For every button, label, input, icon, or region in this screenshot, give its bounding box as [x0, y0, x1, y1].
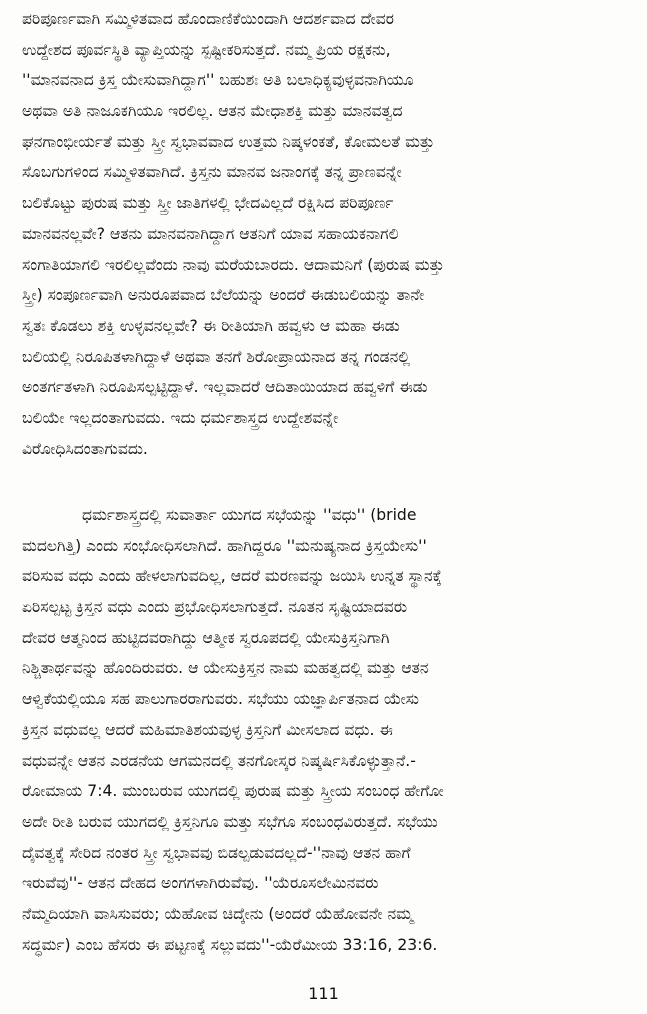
- paragraph-2: [22, 500, 620, 960]
- text-line: ಇರುವೆವು''- ಆತನ ದೇಹದ ಅಂಗಗಳಾಗಿರುವೆವು. ''ಯೆರೂಸಲೇಮಿನವರು: [22, 874, 379, 893]
- text-line: ದೈವತ್ವಕ್ಕೆ ಸೇರಿದ ನಂತರ ಸ್ತ್ರೀ ಸ್ವಭಾವವು ಬಿಡಲ್ಪಡುವದಲ್ಲದೆ-''ನಾವು ಆತನ ಹಾಗೆ: [22, 843, 411, 862]
- text-line: ಸಂಗಾತಿಯಾಗಲಿ ಇರಲಿಲ್ಲವೆಂದು ನಾವು ಮರೆಯಬಾರದು. ಆದಾಮನಿಗೆ (ಪುರುಷ ಮತ್ತು: [22, 255, 445, 274]
- text-line: ಅದೇ ರೀತಿ ಬರುವ ಯುಗದಲ್ಲಿ ಕ್ರಿಸ್ತನಿಗೂ ಮತ್ತು ಸಭೆಗೂ ಸಂಬಂಧವಿರುತ್ತದೆ. ಸಭೆಯು: [22, 812, 438, 831]
- text-line: ನೆಮ್ಮದಿಯಾಗಿ ವಾಸಿಸುವರು; ಯೆಹೋವ ಚಿದ್ಕೇನು (ಅಂದರೆ ಯೆಹೋವನೇ ನಮ್ಮ: [22, 904, 414, 923]
- paragraph-1: [22, 4, 620, 464]
- text-line: ಸದ್ಧರ್ಮ) ಎಂಬ ಹೆಸರು ಈ ಪಟ್ಟಣಕ್ಕೆ ಸಲ್ಲುವದು''-ಯೆರೆಮೀಯ 33:16, 23:6.: [22, 935, 438, 954]
- text-line: ವರಿಸುವ ವಧು ಎಂದು ಹೇಳಲಾಗುವದಿಲ್ಲ, ಆದರೆ ಮರಣವನ್ನು ಜಯಿಸಿ ಉನ್ನತ ಸ್ಥಾನಕ್ಕೆ: [22, 567, 442, 586]
- text-line: ದೇವರ ಆತ್ಮನಿಂದ ಹುಟ್ಟಿದವರಾಗಿದ್ದು ಆತ್ಮೀಕ ಸ್ವರೂಪದಲ್ಲಿ ಯೇಸುಕ್ರಿಸ್ತನಿಗಾಗಿ: [22, 628, 390, 647]
- text-line: ಸ್ವತಃ ಕೊಡಲು ಶಕ್ತಿ ಉಳ್ಳವನಲ್ಲವೇ? ಈ ರೀತಿಯಾಗಿ ಹವ್ವಳು ಆ ಮಹಾ ಈಡು: [22, 316, 400, 335]
- text-line: ಉದ್ದೇಶದ ಪೂರ್ವಸ್ಥಿತಿ ವ್ಯಾಪ್ತಿಯನ್ನು ಸ್ಪಷ್ಟೀಕರಿಸುತ್ತದೆ. ನಮ್ಮ ಪ್ರಿಯ ರಕ್ಷಕನು,: [22, 40, 391, 59]
- text-line: ಧರ್ಮಶಾಸ್ತ್ರದಲ್ಲಿ ಸುವಾರ್ತಾ ಯುಗದ ಸಭೆಯನ್ನು ''ವಧು'' (bride: [82, 506, 417, 524]
- text-line: ''ಮಾನವನಾದ ಕ್ರಿಸ್ತ ಯೇಸುವಾಗಿದ್ದಾಗ'' ಬಹುಶಃ ಅತಿ ಬಲಾಧಿಕ್ಯವುಳ್ಳವನಾಗಿಯೂ: [22, 71, 414, 90]
- text-line: ಆಳ್ವಿಕೆಯಲ್ಲಿಯೂ ಸಹ ಪಾಲುಗಾರರಾಗುವರು. ಸಭೆಯು ಯಜ್ಞಾರ್ಪಿತನಾದ ಯೇಸು: [22, 690, 420, 709]
- text-line: ಏರಿಸಲ್ಪಟ್ಟ ಕ್ರಿಸ್ತನ ವಧು ಎಂದು ಪ್ರಭೋಧಿಸಲಾಗುತ್ತದೆ. ನೂತನ ಸೃಷ್ಟಿಯಾದವರು: [22, 598, 408, 617]
- text-line: ರೋಮಾಯ 7:4. ಮುಂಬರುವ ಯುಗದಲ್ಲಿ ಪುರುಷ ಮತ್ತು ಸ್ತ್ರೀಯ ಸಂಬಂಧ ಹೇಗೋ: [22, 782, 444, 801]
- text-line: ಕ್ರಿಸ್ತನ ವಧುವಲ್ಲ ಆದರೆ ಮಹಿಮಾತಿಶಯವುಳ್ಳ ಕ್ರಿಸ್ತನಿಗೆ ಮೀಸಲಾದ ವಧು. ಈ: [22, 720, 393, 739]
- text-line: ವಿರೋಧಿಸಿದಂತಾಗುವದು.: [22, 439, 148, 458]
- text-line: ಬಲಿಯಲ್ಲಿ ನಿರೂಪಿತಳಾಗಿದ್ದಾಳೆ ಅಥವಾ ತನಗೆ ಶಿರೋಪ್ರಾಯನಾದ ತನ್ನ ಗಂಡನಲ್ಲಿ: [22, 347, 411, 366]
- text-line: ಬಲಿಯೇ ಇಲ್ಲದಂತಾಗುವದು. ಇದು ಧರ್ಮಶಾಸ್ತ್ರದ ಉದ್ದೇಶವನ್ನೇ: [22, 408, 339, 427]
- text-line: ನಿಶ್ಚಿತಾರ್ಥವನ್ನು ಹೊಂದಿರುವರು. ಆ ಯೇಸುಕ್ರಿಸ್ತನ ನಾಮ ಮಹತ್ವದಲ್ಲಿ ಮತ್ತು ಆತನ: [22, 659, 429, 678]
- text-line: ಮಾನವನಲ್ಲವೇ? ಆತನು ಮಾನವನಾಗಿದ್ದಾಗ ಆತನಿಗೆ ಯಾವ ಸಹಾಯಕನಾಗಲಿ: [22, 224, 399, 243]
- text-line: ಸೊಬಗುಗಳಿಂದ ಸಮ್ಮಿಳಿತವಾಗಿದೆ. ಕ್ರಿಸ್ತನು ಮಾನವ ಜನಾಂಗಕ್ಕೆ ತನ್ನ ಪ್ರಾಣವನ್ನೇ: [22, 163, 402, 182]
- text-line: ಮದಲಗಿತ್ತಿ) ಎಂದು ಸಂಭೋಧಿಸಲಾಗಿದೆ. ಹಾಗಿದ್ದರೂ ''ಮನುಷ್ಯನಾದ ಕ್ರಿಸ್ತಯೇಸು'': [22, 536, 427, 555]
- text-line: ಸ್ತ್ರೀ) ಸಂಪೂರ್ಣವಾಗಿ ಅನುರೂಪವಾದ ಬೆಲೆಯನ್ನು ಅಂದರೆ ಈಡುಬಲಿಯನ್ನು ತಾನೇ: [22, 286, 425, 305]
- text-line: ಅಥವಾ ಅತಿ ನಾಜೂಕಗಿಯೂ ಇರಲಿಲ್ಲ. ಆತನ ಮೇಧಾಶಕ್ತಿ ಮತ್ತು ಮಾನವತ್ವದ: [22, 102, 403, 121]
- text-line: ಅಂತರ್ಗತಳಾಗಿ ನಿರೂಪಿಸಲ್ಪಟ್ಟಿದ್ದಾಳೆ. ಇಲ್ಲವಾದರೆ ಆದಿತಾಯಿಯಾದ ಹವ್ವಳಿಗೆ ಈಡು: [22, 378, 428, 397]
- page-number: 111: [308, 984, 339, 1003]
- text-line: ವಧುವನ್ನೇ ಆತನ ಎರಡನೆಯ ಆಗಮನದಲ್ಲಿ ತನಗೋಸ್ಕರ ನಿಷ್ಕರ್ಷಿಸಿಕೊಳ್ಳುತ್ತಾನೆ.-: [22, 751, 416, 770]
- text-line: ಬಲಿಕೊಟ್ಟು ಪುರುಷ ಮತ್ತು ಸ್ತ್ರೀ ಜಾತಿಗಳಲ್ಲಿ ಭೇದವಿಲ್ಲದೆ ರಕ್ಷಿಸಿದ ಪರಿಪೂರ್ಣ: [22, 194, 394, 213]
- text-line: ಪರಿಪೂರ್ಣವಾಗಿ ಸಮ್ಮಿಳಿತವಾದ ಹೊಂದಾಣಿಕೆಯಿಂದಾಗಿ ಆದರ್ಶವಾದ ದೇವರ: [22, 10, 395, 28]
- text-line: ಘನಗಾಂಭೀರ್ಯತೆ ಮತ್ತು ಸ್ತ್ರೀ ಸ್ವಭಾವವಾದ ಉತ್ತಮ ನಿಷ್ಕಳಂಕತೆ, ಕೋಮಲತೆ ಮತ್ತು: [22, 132, 435, 151]
